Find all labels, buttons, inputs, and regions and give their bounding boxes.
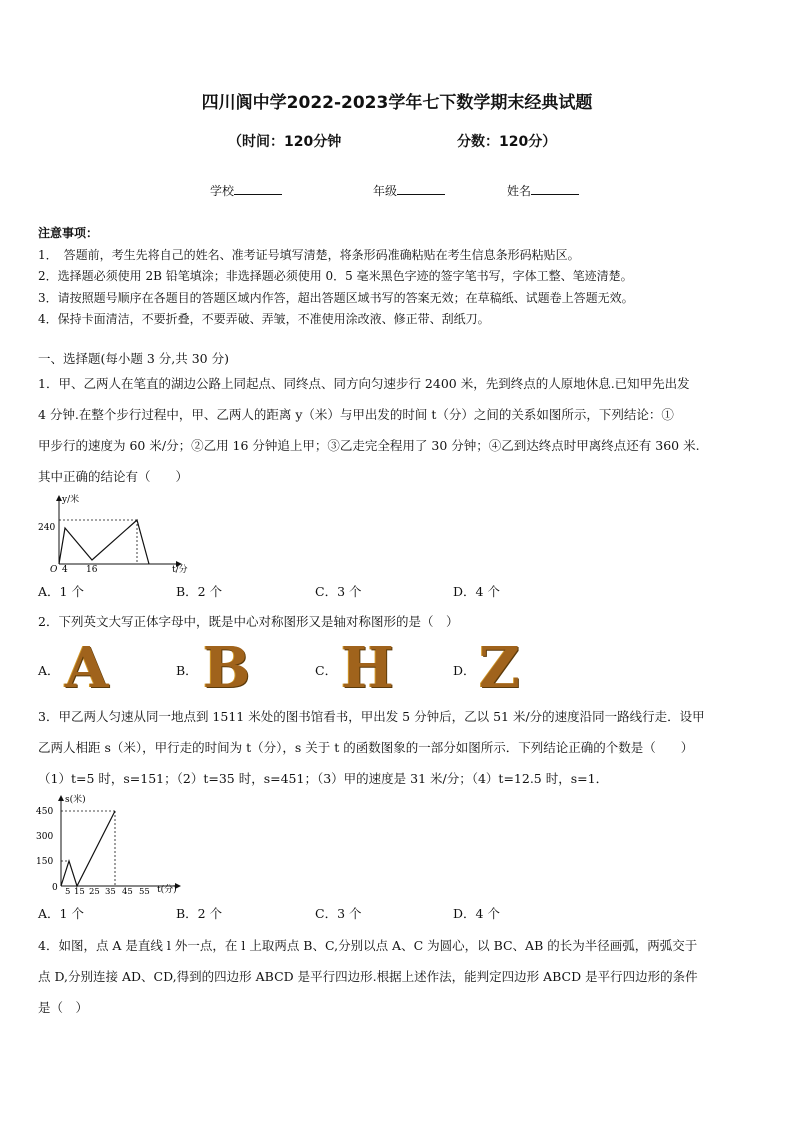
question-1-line: 其中正确的结论有（ ） (38, 469, 189, 484)
note-item: 2．选择题必须使用 2B 铅笔填涂；非选择题必须使用 0．5 毫米黑色字迹的签字笔书写，字体工整、笔迹清楚。 (38, 269, 633, 283)
question-4-line: 4．如图，点 A 是直线 l 外一点，在 l 上取两点 B、C,分别以点 A、C 为圆心，以 BC、AB 的长为半径画弧，两弧交于 (38, 938, 698, 953)
question-1-graph (36, 492, 186, 574)
option-a[interactable]: A．1 个 (38, 584, 84, 599)
notes-block (38, 223, 634, 331)
x-tick: 25 (89, 887, 100, 897)
note-item: 4．保持卡面清洁，不要折叠，不要弄破、弄皱，不准使用涂改液、修正带、刮纸刀。 (38, 312, 490, 326)
exam-score: 分数：120分） (457, 134, 557, 150)
x-axis-label: t/分 (172, 565, 188, 575)
option-d[interactable]: D．4 个 (453, 906, 500, 921)
question-3-line: （1）t=5 时，s=151；（2）t=35 时，s=451；（3）甲的速度是 31 米/分；（4）t=12.5 时，s=1． (38, 771, 609, 786)
grade-field (373, 182, 445, 199)
x-tick-16: 16 (86, 565, 98, 575)
option-c[interactable]: C．3 个 (315, 584, 362, 599)
option-a[interactable]: A．1 个 (38, 906, 84, 921)
x-tick: 55 (139, 887, 150, 897)
option-b[interactable]: B．2 个 (176, 906, 223, 921)
option-d-label[interactable]: D． (453, 663, 476, 678)
x-tick: 15 (74, 887, 85, 897)
option-c[interactable]: C．3 个 (315, 906, 362, 921)
question-1 (38, 368, 760, 492)
question-3-graph (34, 792, 184, 896)
x-axis-label: t(分) (157, 885, 177, 895)
question-3 (38, 701, 760, 794)
distance-line (59, 520, 149, 564)
name-field (507, 182, 579, 199)
origin-label: O (50, 565, 58, 575)
y-tick-450: 450 (36, 807, 54, 817)
option-b-label[interactable]: B． (176, 663, 198, 678)
letter-a-image: A (65, 635, 109, 701)
option-c-label[interactable]: C． (315, 663, 338, 678)
question-2 (38, 606, 760, 637)
question-4-line: 点 D,分别连接 AD、CD,得到的四边形 ABCD 是平行四边形.根据上述作法，能判定四边形 ABCD 是平行四边形的条件 (38, 969, 698, 984)
letter-b-image: B (203, 635, 251, 701)
distance-line (61, 811, 115, 886)
letter-h-image: H (341, 635, 394, 701)
grade-blank (397, 182, 445, 195)
section-heading: 一、选择题(每小题 3 分,共 30 分) (38, 351, 229, 366)
name-label: 姓名 (507, 184, 532, 198)
question-1-line: 1．甲、乙两人在笔直的湖边公路上同起点、同终点、同方向匀速步行 2400 米，先到终点的人原地休息.已知甲先出发 (38, 376, 690, 391)
letter-z-image: Z (479, 635, 520, 701)
question-4-line: 是（ ） (38, 1000, 89, 1015)
question-1-line: 甲步行的速度为 60 米/分；②乙用 16 分钟追上甲；③乙走完全程用了 30 分钟；④乙到达终点时甲离终点还有 360 米. (38, 438, 700, 453)
y-tick-150: 150 (36, 857, 54, 867)
question-2-text: 2．下列英文大写正体字母中，既是中心对称图形又是轴对称图形的是（ ） (38, 614, 459, 629)
notes-heading: 注意事项： (38, 226, 99, 240)
option-b[interactable]: B．2 个 (176, 584, 223, 599)
grade-label: 年级 (373, 184, 398, 198)
note-item: 3．请按照题号顺序在各题目的答题区域内作答，超出答题区域书写的答案无效；在草稿纸、试题卷上答题无效。 (38, 290, 634, 305)
school-field (210, 182, 282, 199)
question-3-line: 乙两人相距 s（米），甲行走的时间为 t（分），s 关于 t 的函数图象的一部分如图所示．下列结论正确的个数是（ ） (38, 740, 694, 755)
exam-title: 四川阆中学2022-2023学年七下数学期末经典试题 (201, 93, 593, 113)
y-tick-0: 0 (52, 883, 58, 893)
y-tick-300: 300 (36, 832, 54, 842)
x-tick: 5 (65, 887, 71, 897)
name-blank (531, 182, 579, 195)
question-1-line: 4 分钟.在整个步行过程中，甲、乙两人的距离 y（米）与甲出发的时间 t（分）之间的关系如图所示，下列结论：① (38, 407, 674, 422)
option-a-label[interactable]: A． (38, 663, 60, 678)
note-item: 1． 答题前，考生先将自己的姓名、准考证号填写清楚，将条形码准确粘贴在考生信息条形码粘贴区。 (38, 247, 580, 262)
x-tick-4: 4 (62, 565, 68, 575)
y-tick-240: 240 (38, 523, 56, 533)
y-axis-label: s(米) (65, 795, 86, 805)
option-d[interactable]: D．4 个 (453, 584, 500, 599)
question-4 (38, 930, 760, 1023)
x-tick: 35 (105, 887, 116, 897)
y-axis-label: y/米 (62, 495, 80, 505)
school-blank (234, 182, 282, 195)
school-label: 学校 (210, 184, 235, 198)
exam-time: （时间：120分钟 (228, 134, 342, 150)
question-3-line: 3．甲乙两人匀速从同一地点到 1511 米处的图书馆看书，甲出发 5 分钟后，乙以 51 米/分的速度沿同一路线行走．设甲 (38, 709, 705, 724)
x-tick: 45 (122, 887, 133, 897)
